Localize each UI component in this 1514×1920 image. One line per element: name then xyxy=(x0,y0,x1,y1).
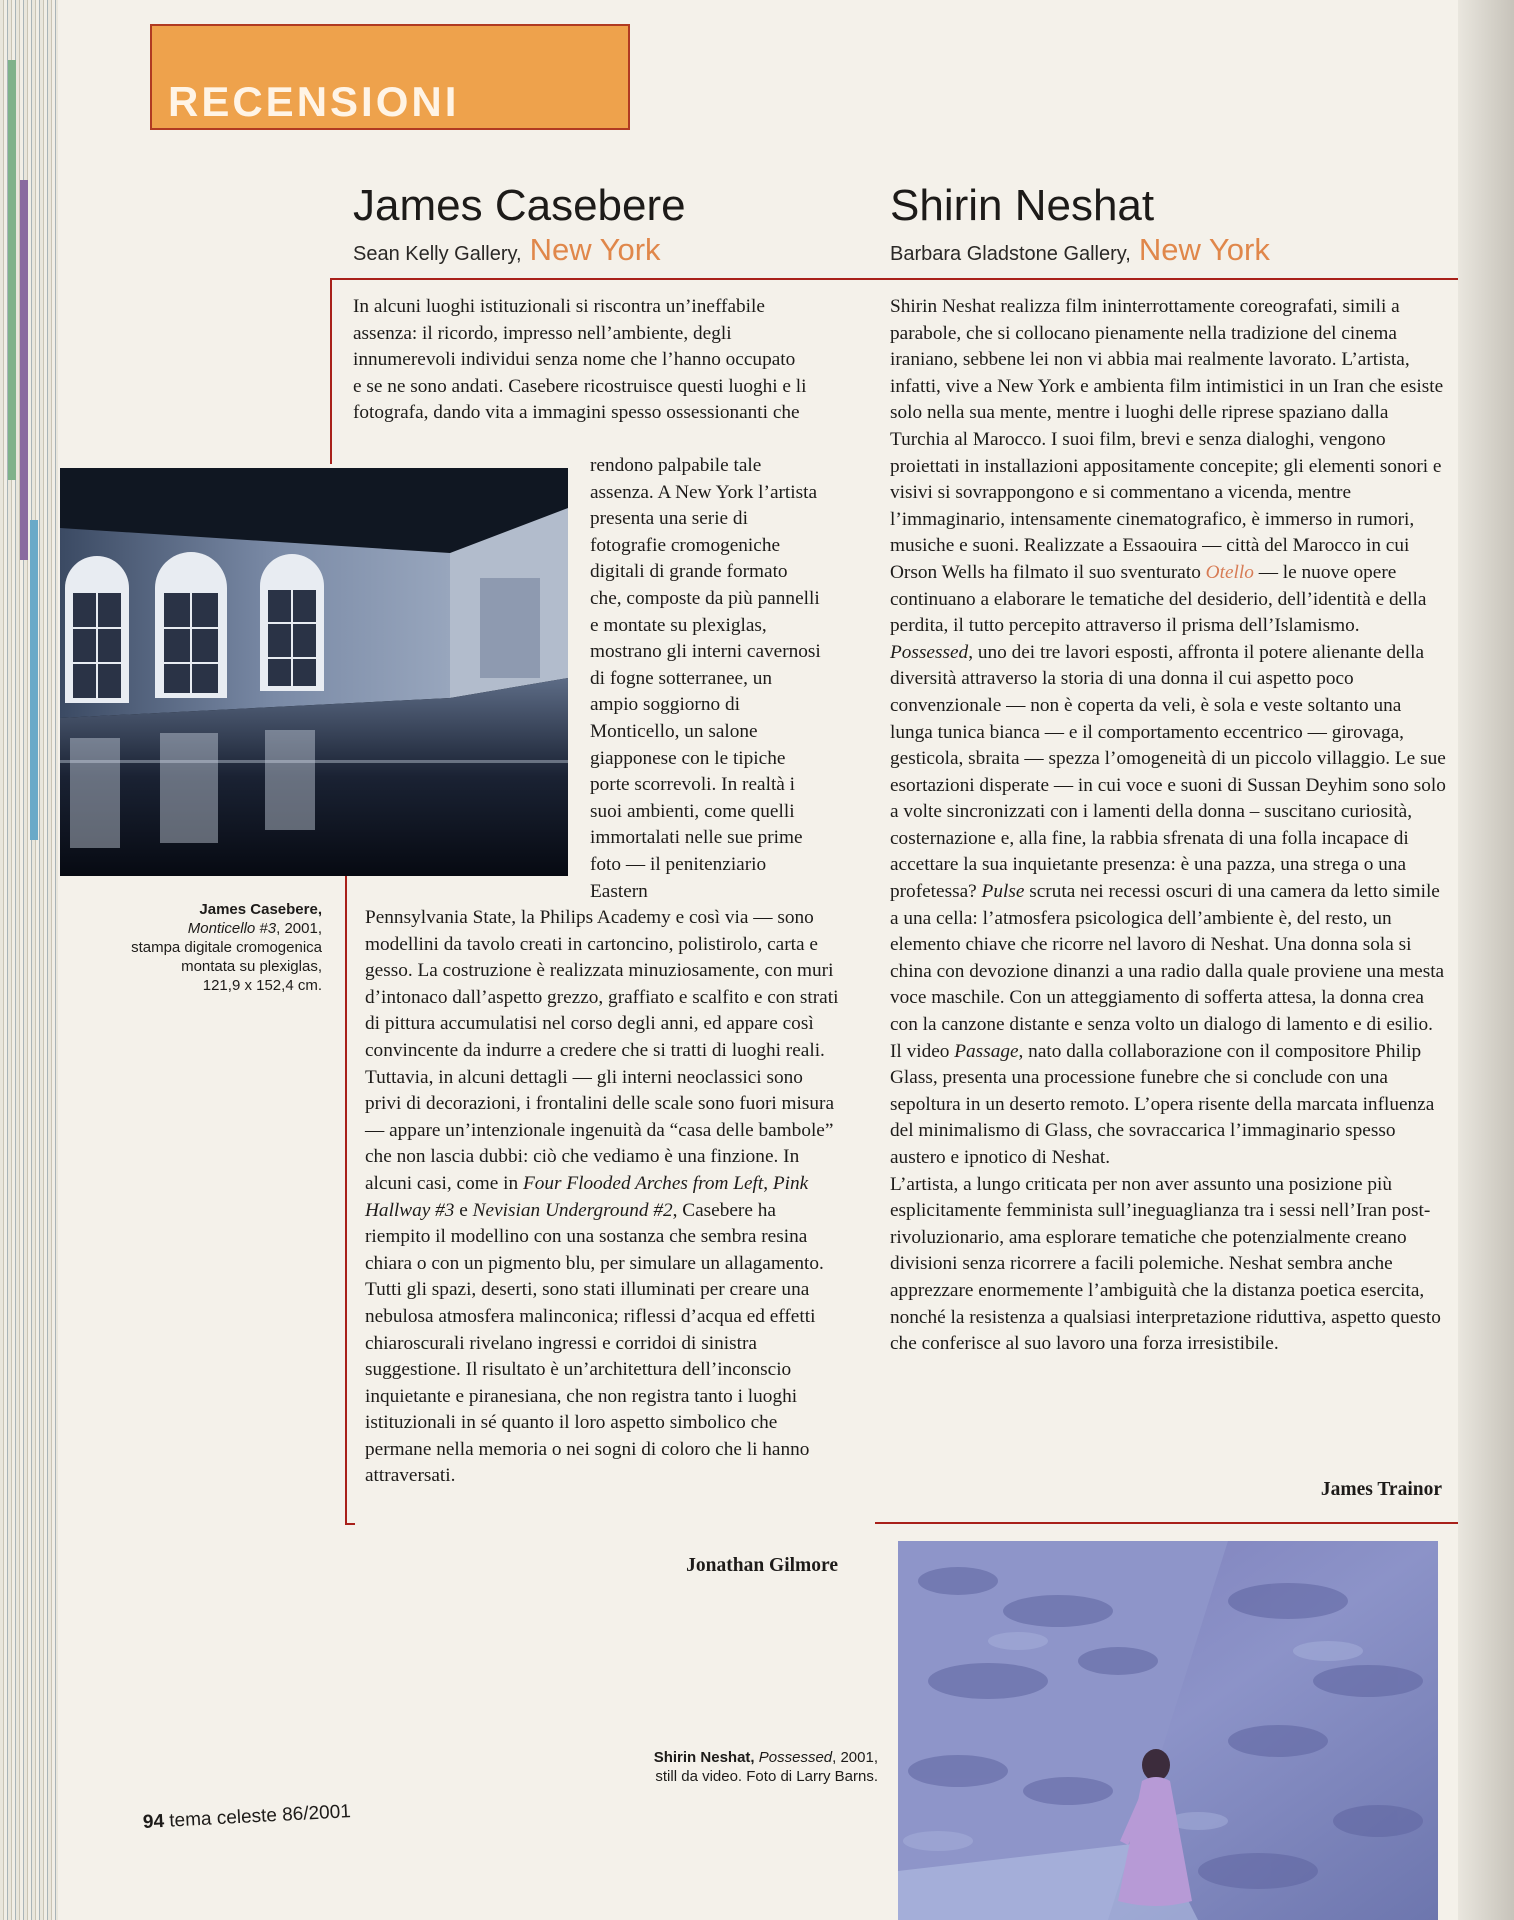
right-article-gallery xyxy=(890,234,1270,265)
monticello-caption xyxy=(96,900,322,995)
work-title: Possessed xyxy=(890,641,969,663)
left-article-intro: In alcuni luoghi istituzionali si riscontra un’ineffabile assenza: il ricordo, impresso nell’ambiente, degli innumerevoli individui senza nome che l’hanno occupato e se ne sono andati. Casebere ricostruisce questi luoghi e li fotografa, dando vita a immagini spesso ossessionanti che xyxy=(353,296,807,424)
body-text: , nato dalla collaborazione con il compositore Philip Glass, presenta una processione funebre che si conclude con una sepoltura in un deserto remoto. L’opera risente della marcata influenza del minimalismo di Glass, che sovraccarica l’immaginario spesso austero e ipnotico di Neshat. xyxy=(890,1040,1435,1168)
spine-color-strip xyxy=(8,60,16,480)
left-article-wrap-text: rendono palpabile tale assenza. A New York l’artista presenta una serie di fotografie cromogeniche digitali di grande formato che, composte da più pannelli e montate su plexiglas, mostrano gli interni cavernosi di fogne sotterranee, un ampio soggiorno di Monticello, un salone giapponese con le tipiche porte scorrevoli. In realtà i suoi ambienti, come quelli immortalati nelle sue prime foto — il penitenziario Eastern xyxy=(590,455,821,902)
bottom-red-rule xyxy=(875,1522,1458,1524)
body-text: Pennsylvania State, la Philips Academy e così via — sono modellini da tavolo creati in cartoncino, polistirolo, carta e gesso. La costruzione è realizzata minuziosamente, con muri d’intonaco dall’aspetto grezzo, graffiato e scalfito e con strati di pittura accumulatisi nel corso degli anni, ed appare così convincente da indurre a credere che si tratti di luoghi reali. Tuttavia, in alcuni dettagli — gli interni neoclassici sono privi di decorazioni, i frontalini delle scale sono fuori misura — appare un’intenzionale ingenuità da “casa delle bambole” che non lascia dubbi: ciò che vediamo è una finzione. In alcuni casi, come in xyxy=(365,907,839,1194)
body-text: Il video xyxy=(890,1040,950,1062)
body-text: , Casebere ha riempito il modellino con una sostanza che sembra resina chiara o con un pigmento blu, per simulare un allagamento. Tutti gli spazi, deserti, sono stati illuminati per creare una nebulosa atmosfera malinconica; riflessi d’acqua ed effetti chiaroscurali rivelano ingressi e corridoi di sinistra suggestione. Il risultato è un’architettura dell’inconscio inquietante e piranesiana, che non registra tanto i luoghi istituzionali in sé quanto il loro aspetto simbolico che permane nella memoria o nei sogni di coloro che li hanno attraversati. xyxy=(365,1199,824,1487)
gallery-name: Barbara Gladstone Gallery, xyxy=(890,243,1131,265)
work-title: Four Flooded Arches from Left xyxy=(522,1172,764,1194)
caption-line: montata su plexiglas, xyxy=(181,958,322,975)
magazine-issue: tema celeste 86/2001 xyxy=(168,1801,352,1832)
paragraph xyxy=(890,294,1446,1039)
separator: , xyxy=(763,1172,773,1194)
caption-line: 121,9 x 152,4 cm. xyxy=(202,977,322,994)
work-title: Nevisian Underground #2 xyxy=(472,1199,673,1221)
caption-year: , 2001, xyxy=(832,1749,878,1766)
left-article-title: James Casebere xyxy=(353,181,686,230)
gallery-city: New York xyxy=(529,232,661,267)
left-article-author: Jonathan Gilmore xyxy=(686,1555,838,1576)
work-title: Passage xyxy=(954,1040,1019,1062)
caption-line: still da video. Foto di Larry Barns. xyxy=(655,1768,878,1785)
work-title: Otello xyxy=(1205,561,1254,583)
gallery-city: New York xyxy=(1138,232,1270,267)
left-red-rule-top xyxy=(330,278,332,464)
monticello-photo xyxy=(60,468,568,876)
left-article-body xyxy=(365,905,840,1490)
gallery-name: Sean Kelly Gallery, xyxy=(353,243,522,265)
work-title: Pink Hallway #3 xyxy=(365,1172,809,1221)
work-title: Pulse xyxy=(981,881,1025,903)
right-article-body xyxy=(890,294,1446,1358)
left-red-rule-bottom xyxy=(345,875,347,1525)
caption-line: stampa digitale cromogenica xyxy=(131,939,322,956)
caption-year: , 2001, xyxy=(276,920,322,937)
body-text: scruta nei recessi oscuri di una camera da letto simile a una cella: l’atmosfera psicologica dell’ambiente è, del resto, un elemento chiave che ricorre nel lavoro di Neshat. Una donna sola si china con devozione dinanzi a una radio dalla quale proviene una mesta voce maschile. Con un atteggiamento di sofferta attesa, la donna crea con la canzone distante e senza volto un dialogo di lamento e di esilio. xyxy=(890,881,1445,1036)
possessed-video-still xyxy=(898,1541,1438,1920)
paragraph: L’artista, a lungo criticata per non aver assunto una posizione più esplicitamente femminista sull’ineguaglianza tra i sessi nell’Iran post-rivoluzionario, ama esplorare tematiche che potenzialmente creano divisioni senza ricorrere a facili polemiche. Neshat sembra anche apprezzare enormemente l’ambiguità che la distanza poetica esercita, nonché la resistenza a qualsiasi interpretazione riduttiva, aspetto questo che conferisce al suo lavoro una forza irresistibile. xyxy=(890,1173,1441,1355)
paragraph xyxy=(890,1039,1446,1172)
body-text: , uno dei tre lavori esposti, affronta il potere alienante della diversità attraverso la storia di una donna il cui aspetto poco convenzionale — non è coperta da veli, è sola e veste soltanto una lunga tunica bianca — e il comportamento eccentrico — girovaga, gesticola, sbraita — spezza l’omogeneità di un piccolo villaggio. Le sue esortazioni disperate — in cui voce e suoni di Sussan Deyhim sono solo a volte sincronizzati con i lamenti della donna – suscitano curiosità, costernazione e, alla fine, la rabbia sfrenata di una folla incapace di accettare la sua inquietante presenza: è una pazza, una strega o una profetessa? xyxy=(890,641,1446,903)
body-text: Shirin Neshat realizza film ininterrottamente coreografati, simili a parabole, che si collocano pienamente nella tradizione del cinema iraniano, sebbene lei non vi abbia mai realmente lavorato. L’artista, infatti, vive a New York e ambienta film intimistici in un Iran che esiste solo nella sua mente, mentre i luoghi delle riprese spaziano dalla Turchia al Marocco. I suoi film, brevi e senza dialoghi, vengono proiettati in installazioni appositamente concepite; gli elementi sonori e visivi si sovrappongono e si commentano a vicenda, mentre l’immaginario, intensamente cinematografico, è immerso in rumori, musiche e suoni. Realizzate a Essaouira — città del Marocco in cui Orson Wells ha filmato il suo sventurato xyxy=(890,296,1444,583)
possessed-caption xyxy=(560,1748,878,1786)
caption-work: Possessed xyxy=(758,1749,833,1766)
page-edge-shadow xyxy=(1458,0,1514,1920)
top-red-rule xyxy=(330,278,1458,280)
caption-work: Monticello #3 xyxy=(187,920,277,937)
caption-artist: James Casebere, xyxy=(199,901,322,918)
left-red-rule-foot xyxy=(345,1523,355,1525)
right-article-title: Shirin Neshat xyxy=(890,181,1155,230)
section-label: RECENSIONI xyxy=(168,78,460,125)
spine-color-strip xyxy=(20,180,28,560)
right-article-author: James Trainor xyxy=(1320,1479,1442,1500)
magazine-spine xyxy=(0,0,58,1920)
body-text: — le nuove opere continuano a elaborare le tematiche del desiderio, dell’identità e della perdita, il tutto percepito attraverso il prisma dell’Islamismo. xyxy=(890,561,1427,637)
left-article-gallery xyxy=(353,234,661,265)
page-number: 94 xyxy=(142,1810,165,1833)
caption-artist: Shirin Neshat, xyxy=(653,1749,755,1766)
section-banner xyxy=(150,24,630,130)
separator: e xyxy=(454,1199,473,1221)
spine-color-strip xyxy=(30,520,38,840)
